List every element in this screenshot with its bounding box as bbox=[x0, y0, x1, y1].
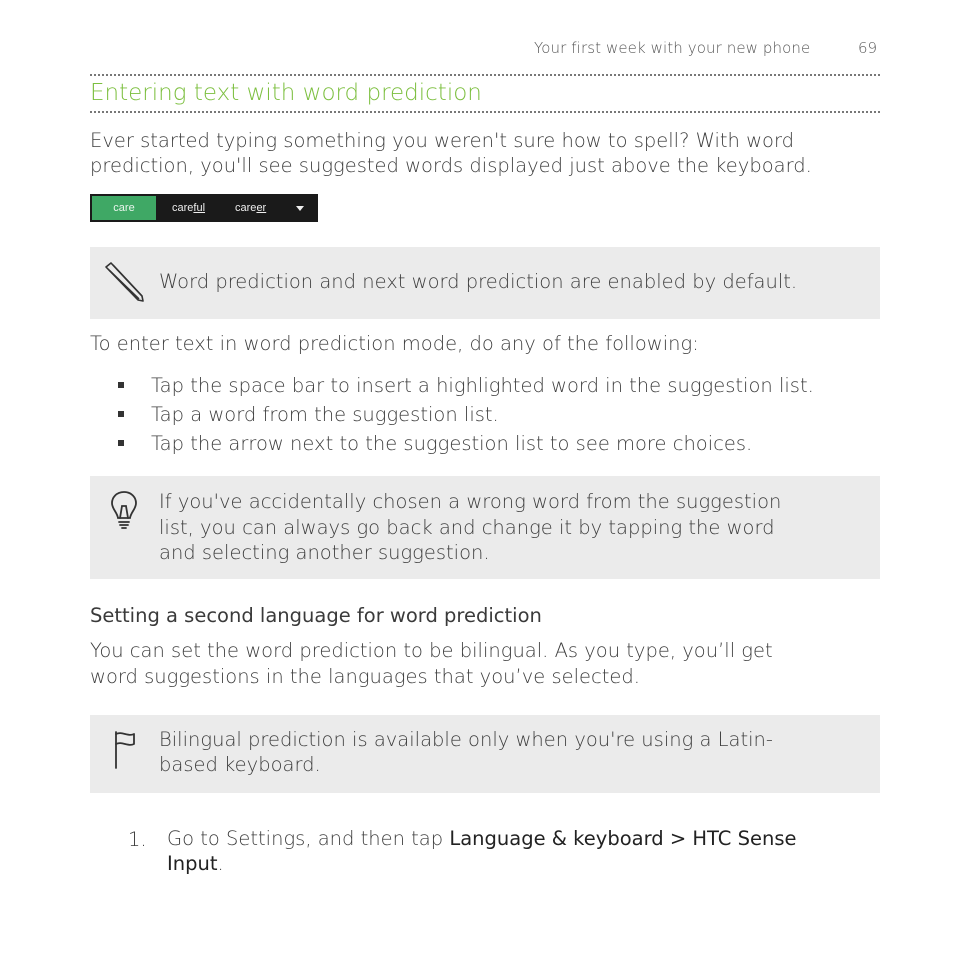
divider-bottom bbox=[90, 111, 880, 113]
tip-line: and selecting another suggestion. bbox=[159, 541, 490, 564]
suggestion-word: career bbox=[235, 202, 267, 214]
note-box bbox=[90, 715, 880, 793]
suggestion-selected: care bbox=[92, 196, 156, 220]
lightbulb-icon bbox=[110, 490, 138, 530]
tip-box bbox=[90, 476, 880, 579]
subsection-line: word suggestions in the languages that you’ve selected. bbox=[90, 665, 640, 688]
menu-path-htc-sense: HTC Sense bbox=[692, 827, 797, 850]
bullet-marker bbox=[118, 440, 124, 446]
menu-path-language-keyboard: Language & keyboard bbox=[449, 827, 664, 850]
note-text: Word prediction and next word prediction are enabled by default. bbox=[159, 270, 798, 293]
pencil-icon bbox=[102, 261, 146, 303]
menu-path-input: Input bbox=[167, 852, 218, 875]
note-box bbox=[90, 247, 880, 319]
suggestion-bar bbox=[90, 194, 318, 222]
suggestion-word: careful bbox=[172, 202, 206, 214]
note-line: Bilingual prediction is available only when you're using a Latin- bbox=[159, 728, 773, 751]
step-number: 1. bbox=[128, 828, 147, 851]
tip-line: If you've accidentally chosen a wrong word from the suggestion bbox=[159, 490, 782, 513]
step-text: Go to Settings, and then tap Language & keyboard > HTC Sense Input. bbox=[167, 827, 797, 875]
bullet-item: Tap the arrow next to the suggestion list to see more choices. bbox=[151, 432, 753, 455]
bullet-item: Tap a word from the suggestion list. bbox=[151, 403, 499, 426]
note-line: based keyboard. bbox=[159, 753, 321, 776]
subsection-line: You can set the word prediction to be bilingual. As you type, you’ll get bbox=[90, 639, 773, 662]
divider-top bbox=[90, 74, 880, 76]
flag-icon bbox=[112, 730, 138, 770]
tip-line: list, you can always go back and change it by tapping the word bbox=[159, 515, 775, 539]
section-title: Entering text with word prediction bbox=[90, 80, 482, 106]
intro-paragraph: Ever started typing something you weren't sure how to spell? With word prediction, you'll see suggested words displayed just above the keyboard. bbox=[90, 129, 812, 177]
page-number: 69 bbox=[858, 39, 878, 57]
instructions: To enter text in word prediction mode, do any of the following: bbox=[90, 332, 699, 355]
bullet-marker bbox=[118, 411, 124, 417]
dropdown-arrow-icon bbox=[296, 206, 304, 211]
running-header: Your first week with your new phone bbox=[534, 39, 811, 57]
subsection-title: Setting a second language for word prediction bbox=[90, 604, 542, 627]
bullet-marker bbox=[118, 382, 124, 388]
bullet-item: Tap the space bar to insert a highlighted word in the suggestion list. bbox=[151, 374, 814, 397]
